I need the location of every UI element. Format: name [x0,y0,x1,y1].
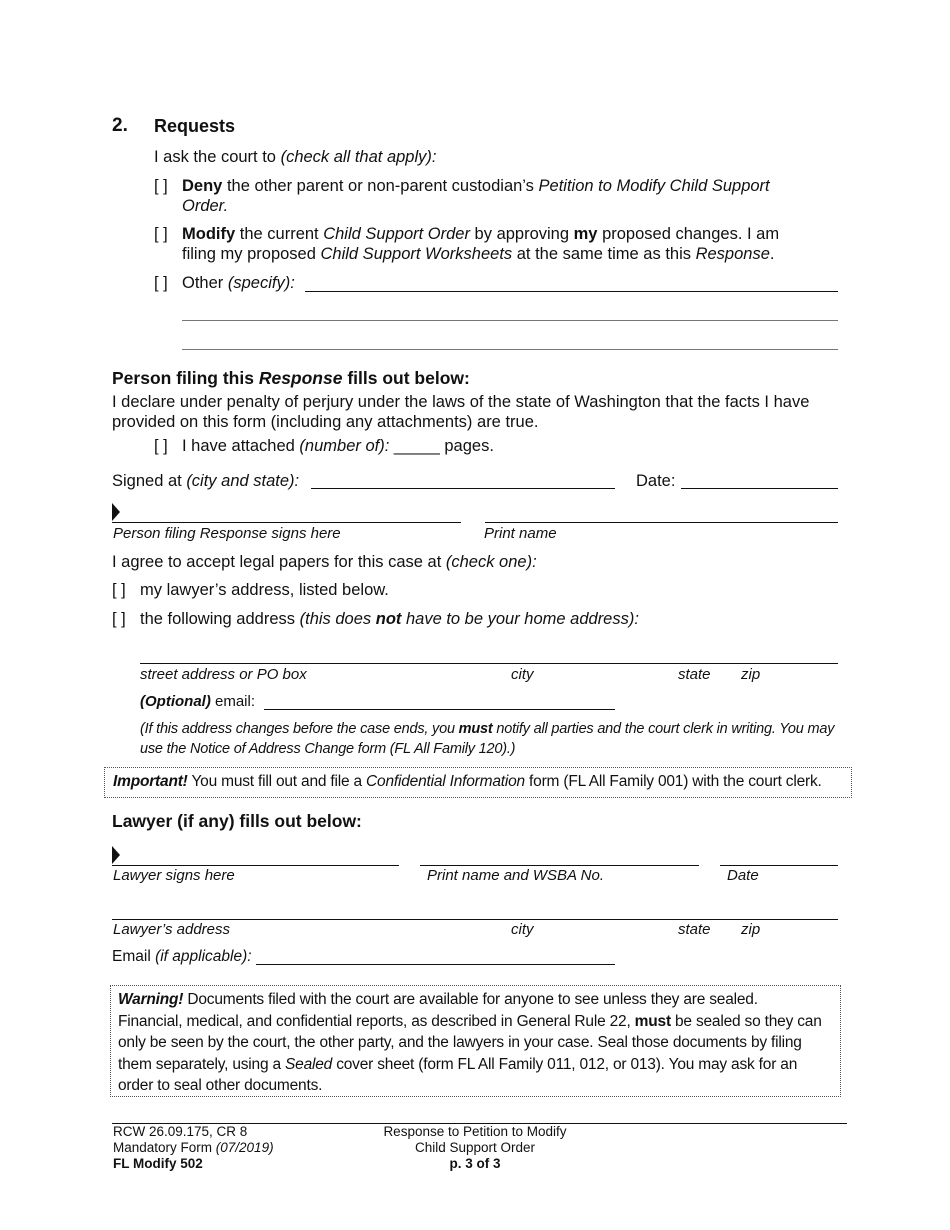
date-field[interactable] [681,488,838,489]
other-specify-line[interactable] [305,291,838,292]
section-title: Requests [154,116,236,136]
filer-heading: Person filing this Response fills out below: [112,368,470,388]
attached-count-field[interactable]: _____ [393,437,440,455]
attached-checkbox[interactable]: [ ] [154,437,168,455]
footer-mandatory-form: Mandatory Form (07/2019) [113,1140,274,1155]
lawyer-sign-arrow-icon [112,846,120,864]
date-label: Date: [636,472,676,490]
city-caption: city [511,666,534,683]
filer-email-field[interactable] [264,709,615,710]
lawyer-email-field[interactable] [256,964,615,965]
following-address-option[interactable]: [ ] the following address (this does not have to be your home address): [112,610,639,628]
lawyer-sign-caption: Lawyer signs here [113,867,235,884]
footer-form-id: FL Modify 502 [113,1156,203,1171]
agree-legal-papers: I agree to accept legal papers for this case at (check one): [112,553,537,571]
requests-intro: I ask the court to (check all that apply): [154,148,437,166]
deny-option[interactable]: [ ] Deny the other parent or non-parent custodian’s Petition to Modify Child Support [154,177,770,195]
deny-line2: Order. [182,197,229,215]
following-address-checkbox[interactable]: [ ] [112,610,126,628]
lawyer-address-line[interactable] [112,919,838,920]
zip-caption: zip [741,666,761,683]
optional-email-label: (Optional) email: [140,693,256,710]
signed-at-label: Signed at (city and state): [112,472,300,490]
footer-form-title: Response to Petition to Modify [383,1124,567,1139]
state-caption: state [678,666,711,683]
footer-form-subtitle: Child Support Order [414,1140,536,1155]
lawyer-signature-line[interactable] [112,865,399,866]
signed-at-field[interactable] [311,488,615,489]
lawyer-heading: Lawyer (if any) fills out below: [112,811,362,831]
footer-page-number: p. 3 of 3 [449,1156,501,1171]
modify-checkbox[interactable]: [ ] [154,225,168,243]
modify-line2: filing my proposed Child Support Worksheets at the same time as this Response. [182,245,775,263]
street-caption: street address or PO box [140,666,307,683]
other-checkbox[interactable]: [ ] [154,274,168,292]
warning-text: Warning! Documents filed with the court are available for anyone to see unless they are sealed. Financial, medical, and confidential reports, as described in General Rule 22, must be sealed so they can only be seen by the court, the other party, and the lawyers in your case. Seal those documents by filing them separately, using a Sealed cover sheet (form FL All Family 011, 012, or 013). You may ask for an order to seal other documents. [118,991,822,1094]
declaration-line2: provided on this form (including any attachments) are true. [112,413,539,431]
lawyer-address-option[interactable]: [ ] my lawyer’s address, listed below. [112,581,389,599]
lawyer-print-name-line[interactable] [420,865,699,866]
declaration-line1: I declare under penalty of perjury under the laws of the state of Washington that the facts I have [112,393,810,411]
filer-sign-caption: Person filing Response signs here [113,525,341,542]
important-notice: Important! You must fill out and file a Confidential Information form (FL All Family 001) with the court clerk. [113,773,822,790]
attached-pages-option[interactable]: [ ] I have attached (number of): _____ pages. [154,437,494,455]
footer-rcw: RCW 26.09.175, CR 8 [113,1124,248,1139]
lawyer-city-caption: city [511,921,534,938]
lawyer-address-caption: Lawyer’s address [113,921,231,938]
lawyer-zip-caption: zip [741,921,761,938]
section-number: 2. [112,115,128,136]
lawyer-address-checkbox[interactable]: [ ] [112,581,126,599]
address-change-notice: (If this address changes before the case ends, you must notify all parties and the court clerk in writing. You may [140,721,835,737]
filer-print-name-line[interactable] [485,522,838,523]
filer-print-caption: Print name [484,525,557,542]
lawyer-print-caption: Print name and WSBA No. [427,867,605,884]
filer-signature-line[interactable] [112,522,461,523]
deny-checkbox[interactable]: [ ] [154,177,168,195]
lawyer-date-line[interactable] [720,865,838,866]
sign-here-arrow-icon [112,503,120,521]
other-specify-line-3[interactable] [182,349,838,350]
lawyer-email-label: Email (if applicable): [112,948,252,965]
lawyer-date-caption: Date [727,867,759,884]
lawyer-state-caption: state [678,921,711,938]
address-change-notice-line2: use the Notice of Address Change form (FL All Family 120).) [140,741,516,757]
filer-address-line[interactable] [140,663,838,664]
other-option[interactable]: [ ] Other (specify): [154,274,295,292]
other-specify-line-2[interactable] [182,320,838,321]
modify-option[interactable]: [ ] Modify the current Child Support Order by approving my proposed changes. I am [154,225,780,243]
